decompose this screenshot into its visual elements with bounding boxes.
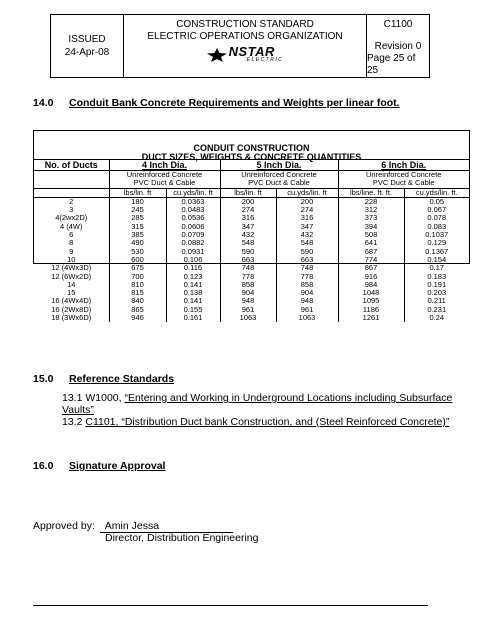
logo-tagline: ELECTRIC	[246, 57, 284, 63]
duct-count-cell: 9	[69, 246, 74, 256]
section-16-heading	[33, 460, 165, 472]
revision: Revision 0	[374, 41, 422, 52]
value-cell: 0.183	[404, 273, 469, 281]
value-cell: 946	[109, 314, 166, 322]
blank-cell	[34, 179, 109, 188]
value-cell: 774	[338, 256, 404, 264]
value-cell: 245	[109, 206, 166, 214]
value-cell: 0.123	[166, 273, 220, 281]
group-subheader: Unreinforced Concrete	[338, 171, 469, 180]
value-cell: 347	[220, 223, 276, 231]
value-cell: 984	[338, 281, 404, 289]
value-cell: 867	[338, 264, 404, 272]
value-cell: 0.191	[404, 281, 469, 289]
document-header	[50, 14, 430, 78]
duct-count-cell: 10	[67, 254, 76, 264]
group-header: 4 Inch Dia.	[109, 160, 220, 171]
section-number: 16.0	[33, 460, 54, 472]
value-cell: 0.1367	[404, 248, 469, 256]
value-cell: 810	[109, 281, 166, 289]
unit-header: cu.yds/lin. ft	[276, 188, 338, 197]
duct-count-cell: 6	[69, 230, 74, 240]
value-cell: 228	[338, 197, 404, 206]
value-cell: 490	[109, 239, 166, 247]
value-cell: 840	[109, 297, 166, 305]
section-title: Reference Standards	[69, 373, 175, 385]
value-cell: 600	[109, 256, 166, 264]
issue-cell	[51, 15, 124, 77]
value-cell: 916	[338, 273, 404, 281]
group-header: 5 Inch Dia.	[220, 160, 338, 171]
value-cell: 0.155	[166, 306, 220, 314]
duct-count-cell: 8	[69, 238, 74, 248]
reference-1-id: 13.1 W1000,	[62, 392, 125, 404]
value-cell: 1063	[220, 314, 276, 322]
value-cell: 0.0606	[166, 223, 220, 231]
unit-header: lbs/lin. ft	[220, 188, 276, 197]
duct-count-cell: 15	[67, 288, 76, 298]
value-cell: 347	[276, 223, 338, 231]
value-cell: 904	[276, 289, 338, 297]
reference-1-link[interactable]: “Entering and Working in Underground Locations including Subsurface	[124, 392, 453, 404]
value-cell: 508	[338, 231, 404, 239]
duct-count-cell: 3	[69, 205, 74, 215]
organization-title: ELECTRIC OPERATIONS ORGANIZATION	[147, 31, 343, 42]
reference-2	[62, 416, 472, 428]
value-cell: 200	[276, 197, 338, 206]
section-title: Conduit Bank Concrete Requirements and Weights per linear foot.	[69, 97, 400, 109]
value-cell: 432	[220, 231, 276, 239]
group-subheader: Unreinforced Concrete	[109, 171, 220, 180]
value-cell: 858	[276, 281, 338, 289]
value-cell: 778	[276, 273, 338, 281]
value-cell: 285	[109, 214, 166, 222]
value-cell: 394	[338, 223, 404, 231]
value-cell: 0.0536	[166, 214, 220, 222]
table-subtitle: DUCT SIZES, WEIGHTS & CONCRETE QUANTITIES	[141, 152, 362, 162]
value-cell: 1095	[338, 297, 404, 305]
value-cell: 0.141	[166, 281, 220, 289]
title-cell	[124, 15, 367, 77]
conduit-table	[33, 130, 470, 323]
value-cell: 0.17	[404, 264, 469, 272]
value-cell: 1186	[338, 306, 404, 314]
value-cell: 748	[276, 264, 338, 272]
value-cell: 373	[338, 214, 404, 222]
value-cell: 815	[109, 289, 166, 297]
value-cell: 0.067	[404, 206, 469, 214]
group-subheader: Unreinforced Concrete	[220, 171, 338, 180]
value-cell: 961	[276, 306, 338, 314]
nstar-logo	[207, 44, 284, 63]
table-title: CONDUIT CONSTRUCTION	[193, 143, 310, 153]
section-number: 15.0	[33, 373, 54, 385]
duct-count-cell: 18 (3Wx6D)	[51, 313, 92, 323]
value-cell: 200	[220, 197, 276, 206]
value-cell: 0.116	[166, 264, 220, 272]
value-cell: 0.0709	[166, 231, 220, 239]
unit-header: lbs/lin. ft	[109, 188, 166, 197]
section-number: 14.0	[33, 97, 54, 109]
duct-count-cell: 12 (6Wx2D)	[51, 271, 92, 281]
value-cell: 1048	[338, 289, 404, 297]
section-title: Signature Approval	[69, 460, 166, 472]
approver-name: Amin Jessa	[100, 520, 233, 533]
section-15-heading	[33, 373, 174, 385]
blank-cell	[34, 188, 109, 197]
footer-divider	[33, 605, 428, 606]
reference-1	[62, 392, 462, 416]
value-cell: 0.141	[166, 297, 220, 305]
nstar-star-icon	[207, 48, 227, 62]
value-cell: 0.05	[404, 197, 469, 206]
value-cell: 0.161	[166, 314, 220, 322]
value-cell: 316	[220, 214, 276, 222]
reference-2-id: 13.2	[62, 416, 86, 428]
duct-count-cell: 2	[69, 196, 74, 206]
duct-data-table	[34, 159, 469, 322]
value-cell: 1261	[338, 314, 404, 322]
value-cell: 0.154	[404, 256, 469, 264]
doc-info-cell	[367, 15, 429, 77]
value-cell: 948	[220, 297, 276, 305]
group-subheader: PVC Duct & Cable	[220, 179, 338, 188]
value-cell: 961	[220, 306, 276, 314]
value-cell: 700	[109, 273, 166, 281]
value-cell: 1063	[276, 314, 338, 322]
value-cell: 0.138	[166, 289, 220, 297]
duct-count-cell: 16 (4Wx4D)	[51, 296, 92, 306]
value-cell: 530	[109, 248, 166, 256]
value-cell: 748	[220, 264, 276, 272]
blank-cell	[34, 171, 109, 180]
standard-title: CONSTRUCTION STANDARD	[176, 19, 314, 30]
value-cell: 0.0882	[166, 239, 220, 247]
issue-status: ISSUED	[68, 34, 106, 45]
value-cell: 385	[109, 231, 166, 239]
value-cell: 316	[276, 214, 338, 222]
logo-brand: NSTAR	[228, 44, 275, 59]
value-cell: 904	[220, 289, 276, 297]
duct-count-cell: 4 (4W)	[60, 221, 83, 231]
group-header: 6 Inch Dia.	[338, 160, 469, 171]
unit-header: cu.yds/lin. ft.	[404, 188, 469, 197]
value-cell: 675	[109, 264, 166, 272]
approver-role: Director, Distribution Engineering	[105, 532, 259, 544]
value-cell: 0.106	[166, 256, 220, 264]
duct-count-cell: 12 (4Wx3D)	[51, 263, 92, 273]
value-cell: 778	[220, 273, 276, 281]
duct-count-cell: 14	[67, 279, 76, 289]
value-cell: 312	[338, 206, 404, 214]
value-cell: 274	[276, 206, 338, 214]
value-cell: 865	[109, 306, 166, 314]
value-cell: 858	[220, 281, 276, 289]
value-cell: 180	[109, 197, 166, 206]
value-cell: 0.0931	[166, 248, 220, 256]
table-body	[34, 197, 469, 322]
value-cell: 0.129	[404, 239, 469, 247]
value-cell: 687	[338, 248, 404, 256]
table-row	[34, 314, 469, 322]
value-cell: 0.24	[404, 314, 469, 322]
value-cell: 0.203	[404, 289, 469, 297]
value-cell: 548	[276, 239, 338, 247]
duct-count-cell: 16 (2Wx8D)	[51, 304, 92, 314]
unit-header: lbs/line. ft. ft.	[338, 188, 404, 197]
duct-count-cell: 4(2wx2D)	[55, 213, 88, 223]
reference-2-link[interactable]: C1101, “Distribution Duct bank Construction, and (Steel Reinforced Concrete)”	[85, 416, 450, 428]
value-cell: 274	[220, 206, 276, 214]
value-cell: 0.083	[404, 223, 469, 231]
value-cell: 0.0363	[166, 197, 220, 206]
unit-header: cu.yds/lin. ft	[166, 188, 220, 197]
value-cell: 663	[220, 256, 276, 264]
approval-label: Approved by:	[33, 520, 95, 532]
reference-1-link-cont[interactable]: Vaults”	[62, 404, 94, 416]
issue-date: 24-Apr-08	[64, 47, 110, 58]
col-header-ducts: No. of Ducts	[44, 160, 98, 170]
value-cell: 0.1037	[404, 231, 469, 239]
group-subheader: PVC Duct & Cable	[338, 179, 469, 188]
value-cell: 663	[276, 256, 338, 264]
page-number: Page 25 of 25	[367, 53, 416, 76]
value-cell: 0.231	[404, 306, 469, 314]
value-cell: 590	[276, 248, 338, 256]
value-cell: 641	[338, 239, 404, 247]
value-cell: 590	[220, 248, 276, 256]
value-cell: 548	[220, 239, 276, 247]
group-subheader: PVC Duct & Cable	[109, 179, 220, 188]
value-cell: 0.078	[404, 214, 469, 222]
value-cell: 0.0483	[166, 206, 220, 214]
section-14-heading	[33, 97, 400, 109]
value-cell: 432	[276, 231, 338, 239]
value-cell: 315	[109, 223, 166, 231]
value-cell: 0.211	[404, 297, 469, 305]
value-cell: 948	[276, 297, 338, 305]
doc-code: C1100	[383, 19, 413, 30]
